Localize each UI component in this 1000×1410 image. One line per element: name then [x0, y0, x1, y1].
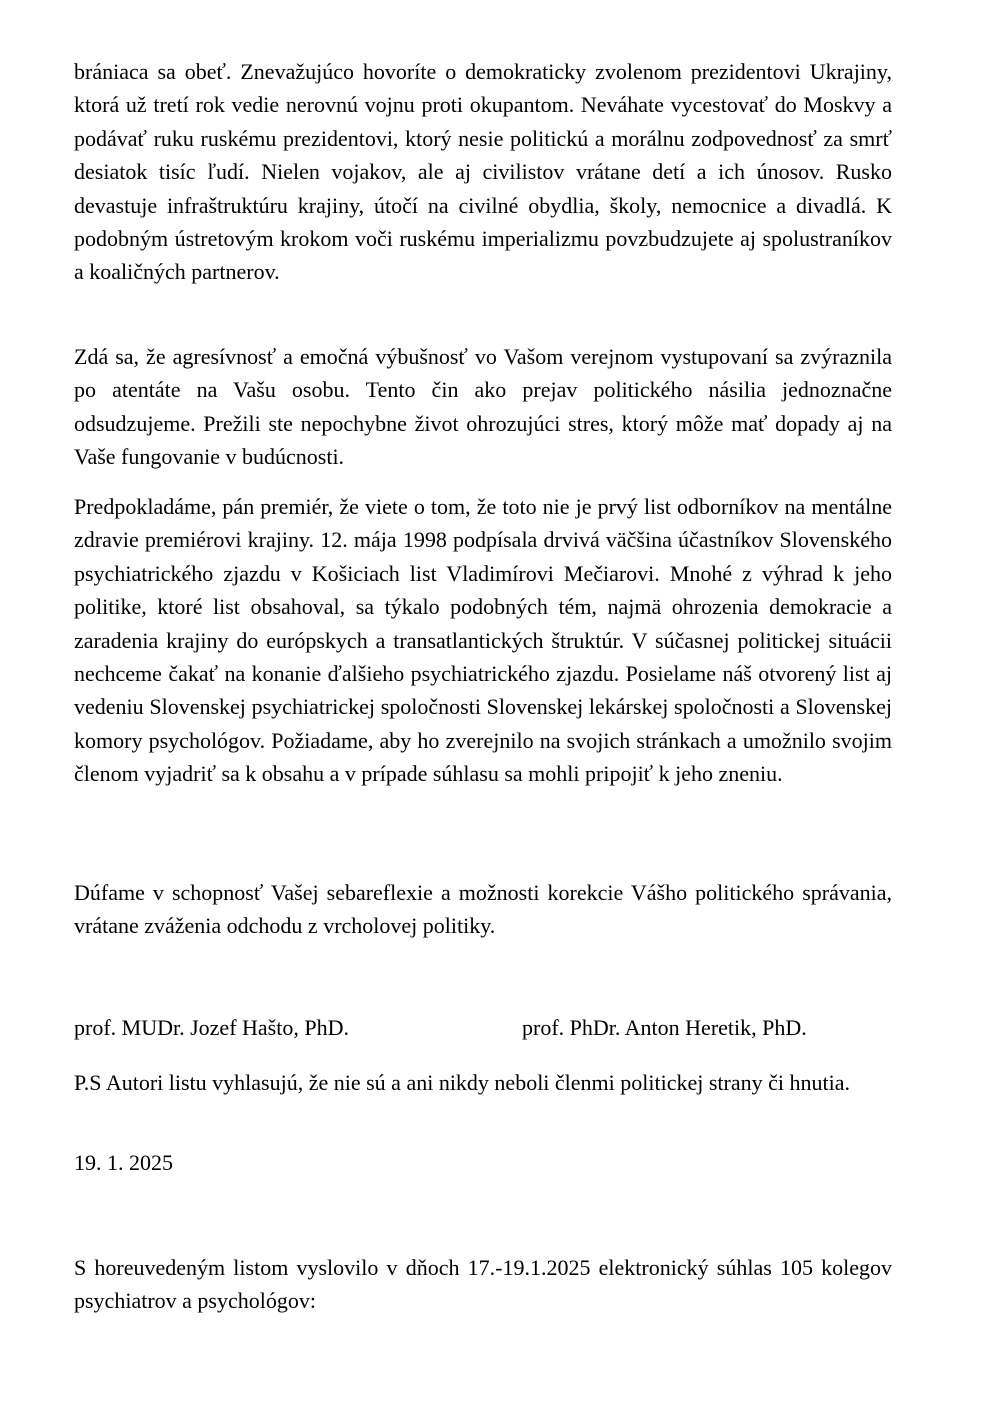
letter-paragraph-1: brániaca sa obeť. Znevažujúco hovoríte o demokraticky zvolenom prezidentovi Ukrajiny, ktorá už tretí rok vedie nerovnú vojnu proti okupantom. Neváhate vycestovať do Moskvy a podávať ruku ruskému prezidentovi, ktorý nesie politickú a morálnu zodpovednosť za smrť desiatok tisíc ľudí. Nielen vojakov, ale aj civilistov vrátane detí a ich únosov. Rusko devastuje infraštruktúru krajiny, útočí na civilné obydlia, školy, nemocnice a divadlá. K podobným ústretovým krokom voči ruskému imperializmu povzbudzujete aj spolustraníkov a koaličných partnerov. — [74, 59, 892, 285]
signature-author-1: prof. MUDr. Jozef Hašto, PhD. — [74, 1015, 349, 1040]
endorsement-note: S horeuvedeným listom vyslovilo v dňoch 17.-19.1.2025 elektronický súhlas 105 kolegov psychiatrov a psychológov: — [74, 1255, 892, 1314]
postscript: P.S Autori listu vyhlasujú, že nie sú a ani nikdy neboli členmi politickej strany či hnutia. — [74, 1070, 851, 1095]
signature-author-2: prof. PhDr. Anton Heretik, PhD. — [522, 1015, 807, 1040]
letter-paragraph-4: Dúfame v schopnosť Vašej sebareflexie a možnosti korekcie Vášho politického správania, vrátane zváženia odchodu z vrcholovej politiky. — [74, 880, 892, 939]
letter-paragraph-3: Predpokladáme, pán premiér, že viete o tom, že toto nie je prvý list odborníkov na mentálne zdravie premiérovi krajiny. 12. mája 1998 podpísala drvivá väčšina účastníkov Slovenského psychiatrického zjazdu v Košiciach list Vladimírovi Mečiarovi. Mnohé z výhrad k jeho politike, ktoré list obsahoval, sa týkalo podobných tém, najmä ohrozenia demokracie a zaradenia krajiny do európskych a transatlantických štruktúr. V súčasnej politickej situácii nechceme čakať na konanie ďalšieho psychiatrického zjazdu. Posielame náš otvorený list aj vedeniu Slovenskej psychiatrickej spoločnosti Slovenskej lekárskej spoločnosti a Slovenskej komory psychológov. Požiadame, aby ho zverejnilo na svojich stránkach a umožnilo svojim členom vyjadriť sa k obsahu a v prípade súhlasu sa mohli pripojiť k jeho zneniu. — [74, 494, 892, 787]
letter-paragraph-2: Zdá sa, že agresívnosť a emočná výbušnosť vo Vašom verejnom vystupovaní sa zvýraznila po atentáte na Vašu osobu. Tento čin ako prejav politického násilia jednoznačne odsudzujeme. Prežili ste nepochybne život ohrozujúci stres, ktorý môže mať dopady aj na Vaše fungovanie v budúcnosti. — [74, 344, 892, 470]
letter-date: 19. 1. 2025 — [74, 1150, 173, 1175]
